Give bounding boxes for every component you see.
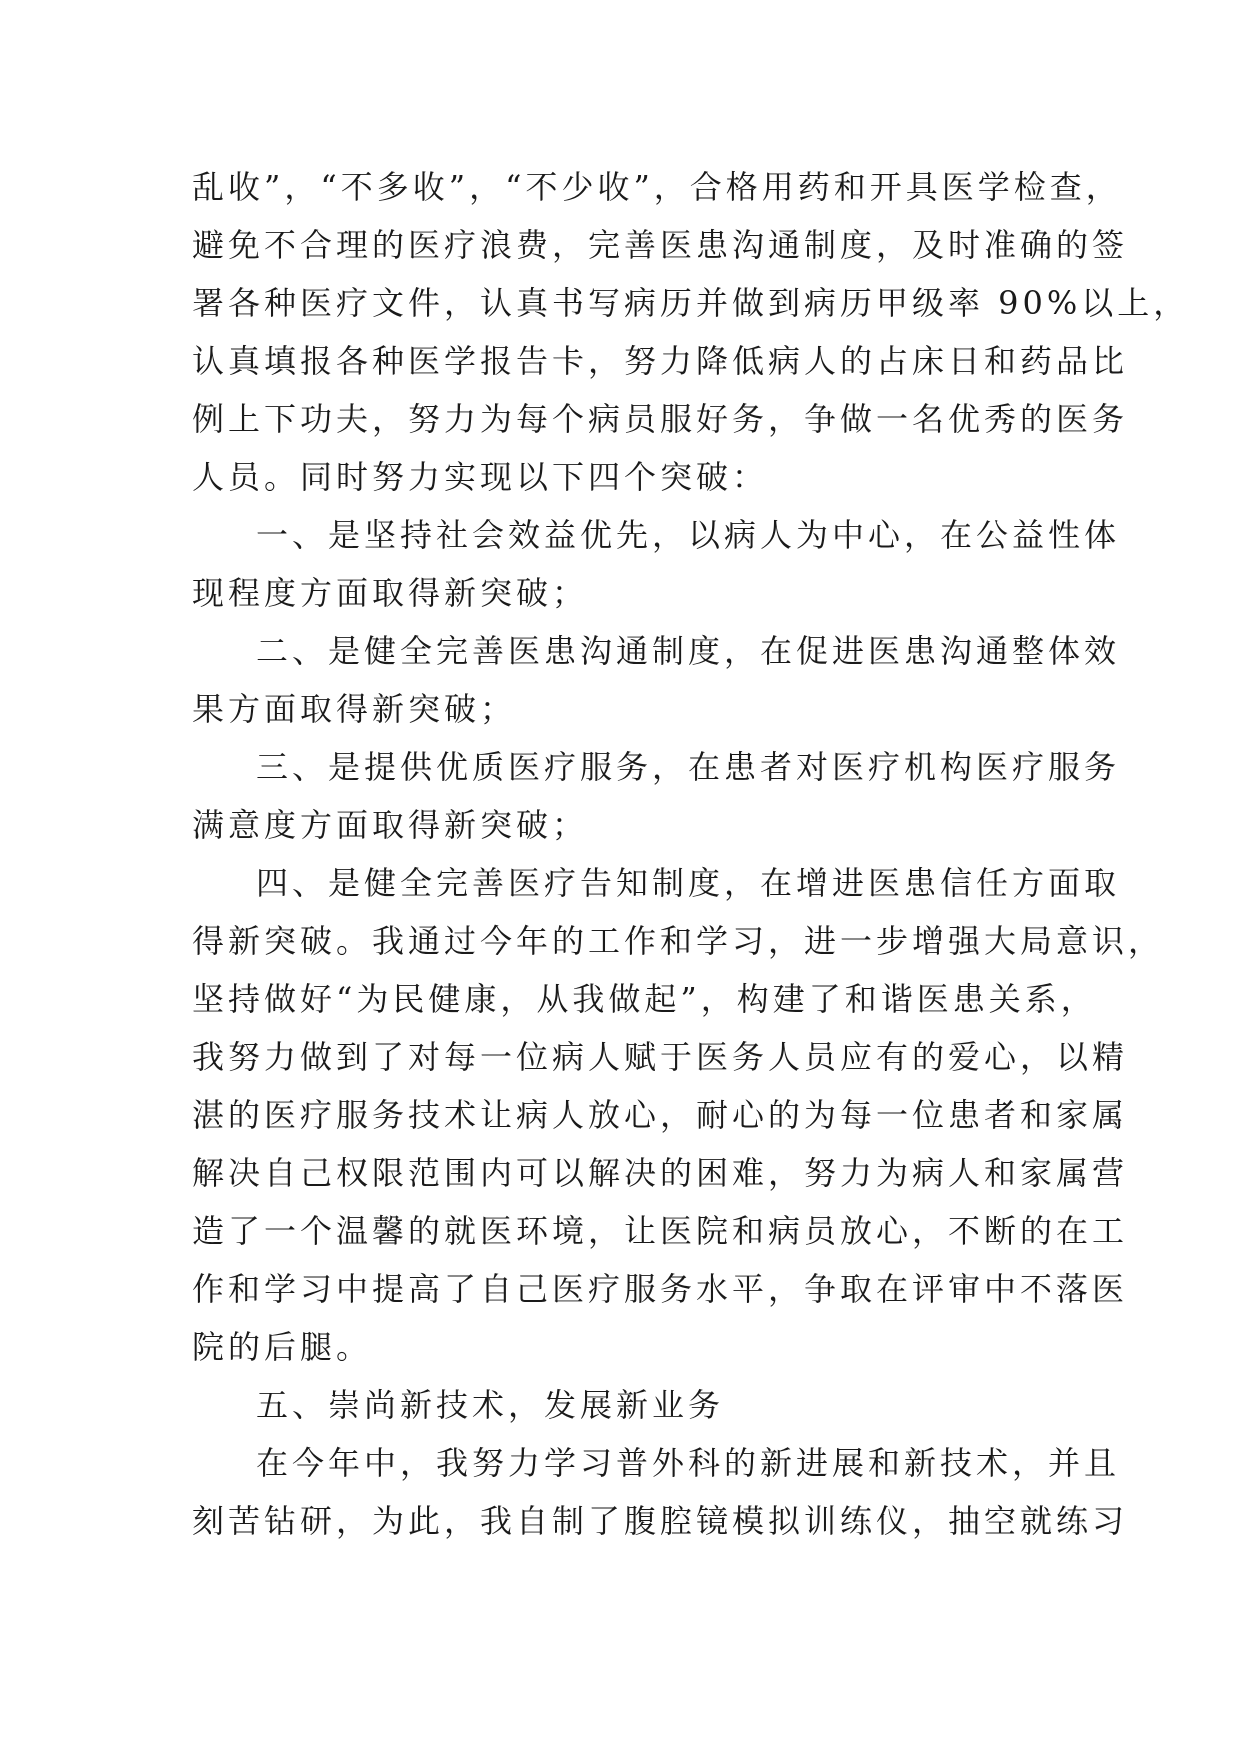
- text-line: 现程度方面取得新突破；: [192, 574, 589, 612]
- text-line: 乱收”，“不多收”，“不少收”，合格用药和开具医学检查，: [192, 168, 1122, 206]
- paragraph-start: 在今年中，我努力学习普外科的新进展和新技术，并且: [256, 1444, 1121, 1482]
- list-item-3: 三、是提供优质医疗服务，在患者对医疗机构医疗服务: [256, 748, 1121, 786]
- text-line: 刻苦钻研，为此，我自制了腹腔镜模拟训练仪，抽空就练习: [192, 1502, 1129, 1540]
- list-item-2: 二、是健全完善医患沟通制度，在促进医患沟通整体效: [256, 632, 1121, 670]
- text-line: 署各种医疗文件，认真书写病历并做到病历甲级率 90%以上，: [192, 284, 1190, 322]
- text-line: 满意度方面取得新突破；: [192, 806, 589, 844]
- body-text: [192, 158, 1190, 1550]
- text-line: 我努力做到了对每一位病人赋于医务人员应有的爱心，以精: [192, 1038, 1129, 1076]
- text-line: 认真填报各种医学报告卡，努力降低病人的占床日和药品比: [192, 342, 1129, 380]
- text-line: 解决自己权限范围内可以解决的困难，努力为病人和家属营: [192, 1154, 1129, 1192]
- list-item-1: 一、是坚持社会效益优先，以病人为中心，在公益性体: [256, 516, 1121, 554]
- text-line: 院的后腿。: [192, 1328, 373, 1366]
- text-line: 坚持做好“为民健康，从我做起”，构建了和谐医患关系，: [192, 980, 1097, 1018]
- text-line: 得新突破。我通过今年的工作和学习，进一步增强大局意识，: [192, 922, 1165, 960]
- list-item-4: 四、是健全完善医疗告知制度，在增进医患信任方面取: [256, 864, 1121, 902]
- section-heading: 五、崇尚新技术，发展新业务: [256, 1386, 725, 1424]
- text-line: 作和学习中提高了自己医疗服务水平，争取在评审中不落医: [192, 1270, 1129, 1308]
- text-line: 造了一个温馨的就医环境，让医院和病员放心，不断的在工: [192, 1212, 1129, 1250]
- text-line: 果方面取得新突破；: [192, 690, 517, 728]
- text-line: 人员。同时努力实现以下四个突破：: [192, 458, 769, 496]
- text-line: 湛的医疗服务技术让病人放心，耐心的为每一位患者和家属: [192, 1096, 1129, 1134]
- text-line: 例上下功夫，努力为每个病员服好务，争做一名优秀的医务: [192, 400, 1129, 438]
- text-line: 避免不合理的医疗浪费，完善医患沟通制度，及时准确的签: [192, 226, 1129, 264]
